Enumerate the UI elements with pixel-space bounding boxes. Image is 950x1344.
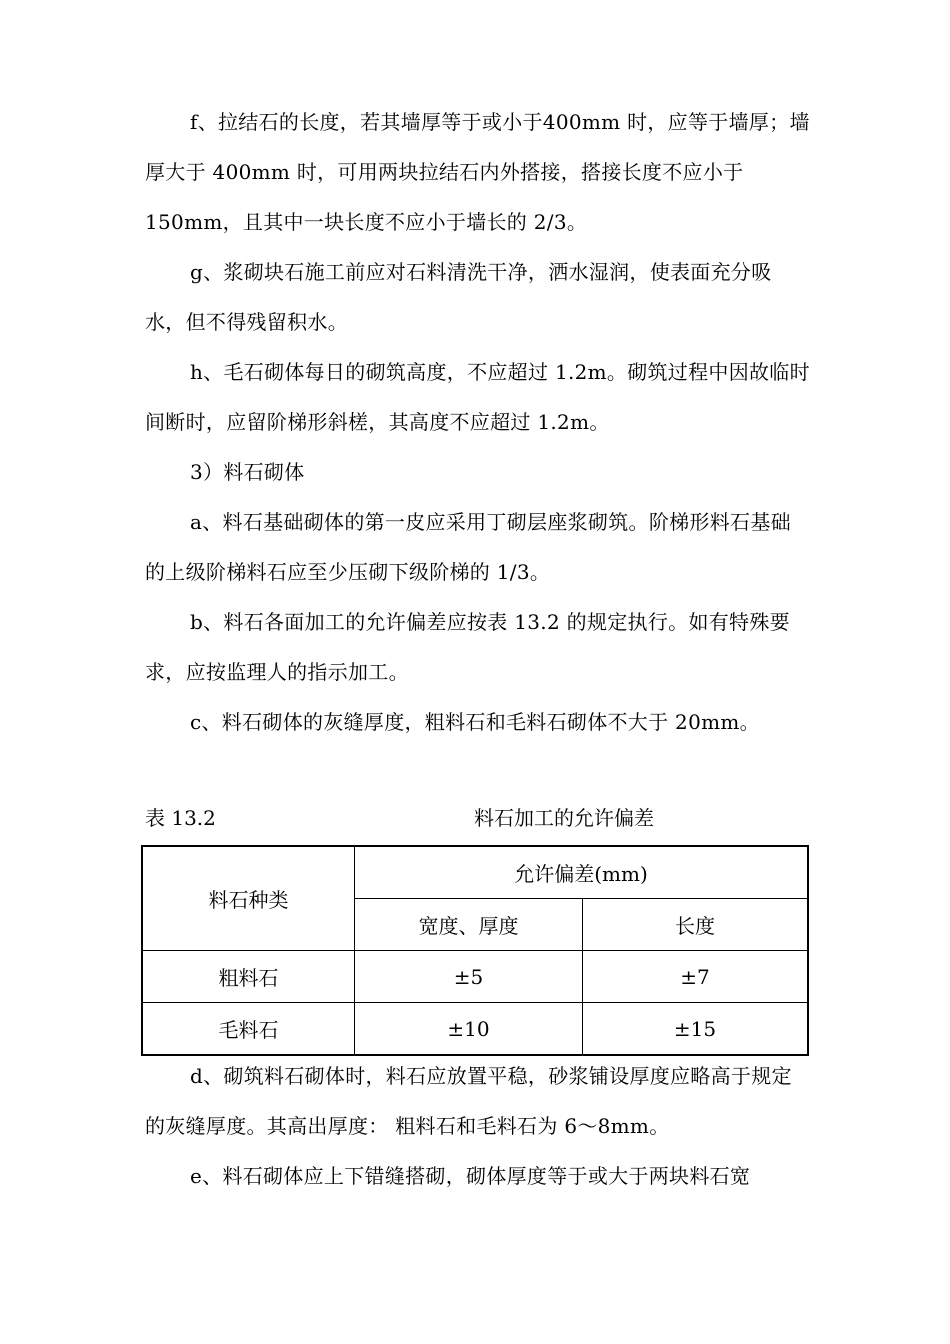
- header-length: 长度: [583, 899, 809, 951]
- paragraph-f: f、拉结石的长度，若其墙厚等于或小于400mm 时，应等于墙厚；墙厚大于 400mm 时，可用两块拉结石内外搭接，搭接长度不应小于150mm，且其中一块长度不应小于墙长的 2/3。: [145, 110, 810, 234]
- cell-stone-type: 毛料石: [142, 1003, 355, 1056]
- paragraph-a: a、料石基础砌体的第一皮应采用丁砌层座浆砌筑。阶梯形料石基础的上级阶梯料石应至少压砌下级阶梯的 1/3。: [145, 510, 791, 584]
- cell-stone-type: 粗料石: [142, 951, 355, 1003]
- tolerance-table: [141, 845, 809, 1056]
- paragraph-h: h、毛石砌体每日的砌筑高度，不应超过 1.2m。砌筑过程中因故临时间断时，应留阶梯形斜槎，其高度不应超过 1.2m。: [145, 360, 810, 434]
- header-stone-type: 料石种类: [142, 846, 355, 951]
- paragraph-c: c、料石砌体的灰缝厚度，粗料石和毛料石砌体不大于 20mm。: [190, 710, 760, 734]
- header-width-thickness: 宽度、厚度: [355, 899, 583, 951]
- paragraph-g: g、浆砌块石施工前应对石料清洗干净，洒水湿润，使表面充分吸水，但不得残留积水。: [145, 260, 772, 334]
- paragraph-d: d、砌筑料石砌体时，料石应放置平稳，砂浆铺设厚度应略高于规定的灰缝厚度。其高出厚度： 粗料石和毛料石为 6～8mm。: [145, 1064, 792, 1138]
- table-number: 表 13.2: [145, 806, 216, 830]
- table-title: 料石加工的允许偏差: [474, 806, 654, 830]
- table-row: [142, 951, 808, 1003]
- cell-length-tolerance: ±15: [583, 1003, 809, 1056]
- table-header-row: [142, 846, 808, 899]
- paragraph-e: e、料石砌体应上下错缝搭砌，砌体厚度等于或大于两块料石宽: [190, 1164, 751, 1188]
- section-heading: 3）料石砌体: [190, 460, 305, 484]
- header-tolerance: 允许偏差(mm): [355, 846, 809, 899]
- table-row: [142, 1003, 808, 1056]
- cell-width-tolerance: ±10: [355, 1003, 583, 1056]
- cell-length-tolerance: ±7: [583, 951, 809, 1003]
- paragraph-b: b、料石各面加工的允许偏差应按表 13.2 的规定执行。如有特殊要求，应按监理人的指示加工。: [145, 610, 790, 684]
- cell-width-tolerance: ±5: [355, 951, 583, 1003]
